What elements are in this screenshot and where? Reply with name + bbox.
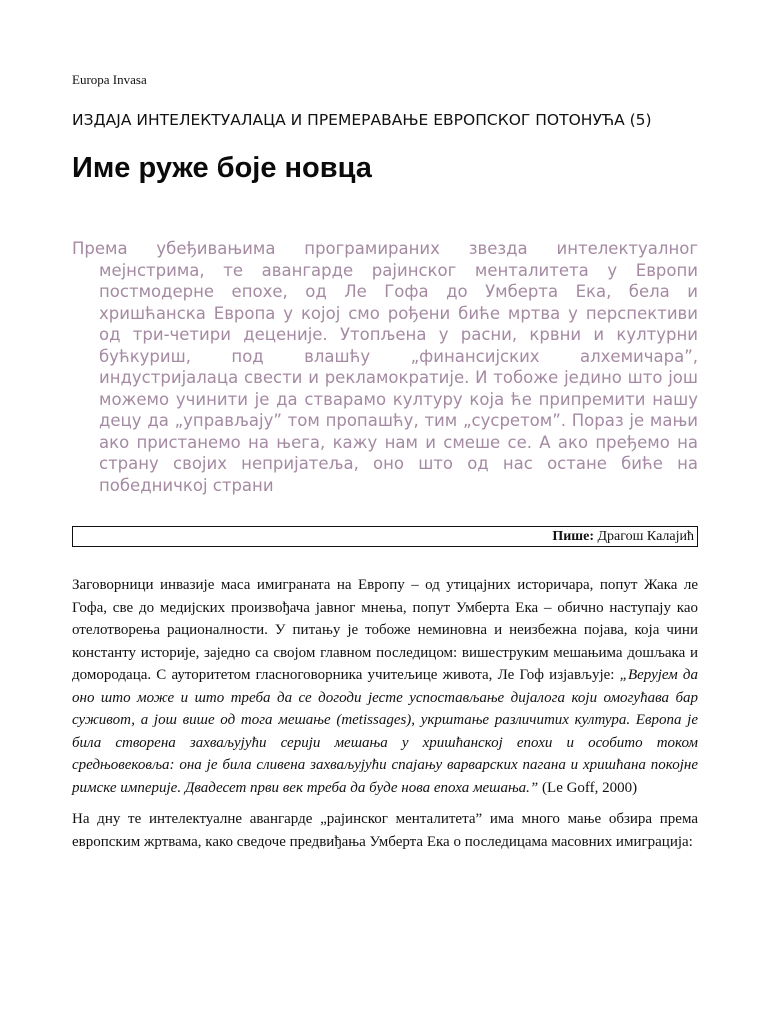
- author-name: Драгош Калајић: [597, 529, 694, 544]
- le-goff-quote: „Верујем да оно што може и што треба да се догоди јесте успостављање дијалога који омогућава бар суживот, а још више од тога мешање (metissages), укрштање различитих култура. Европа је била створена захваљујући серији мешања у хришћанској епохи и особито током средњовековља: она је била сливена захваљујући спајању варварских пагана и хришћана покојне римске империје. Двадесет први век треба да буде нова епоха мешања.”: [72, 667, 698, 796]
- article-lead: [72, 238, 698, 496]
- paragraph-1: [72, 574, 698, 799]
- author-byline: [72, 526, 698, 547]
- paragraph-2: На дну те интелектуалне авангарде „рајинског менталитета” има много мање обзира према европским жртвама, како сведоче предвиђања Умберта Ека о последицама масовних имиграција:: [72, 811, 698, 850]
- publication-name: Europa Invasa: [72, 72, 147, 87]
- article-body: [72, 574, 698, 862]
- quote-citation: (Le Goff, 2000): [542, 779, 638, 796]
- author-label: Пише:: [552, 529, 594, 544]
- paragraph-1-intro: Заговорници инвазије маса имиграната на Европу – од утицајних историчара, попут Жака ле Гофа, све до медијских произвођача јавног мнења, попут Умберта Ека – обично наступају као отелотворења рационалности. У питању је тобоже неминовна и неизбежна појава, која чини константу историје, заједно са својом главном последицом: вишеструким мешањима дошљака и домородаца. С ауторитетом гласноговорника учитељице живота, Ле Гоф изјављује:: [72, 577, 698, 683]
- series-title: ИЗДАЈА ИНТЕЛЕКТУАЛАЦА И ПРЕМЕРАВАЊЕ ЕВРОПСКОГ ПОТОНУЋА (5): [72, 111, 652, 129]
- article-title: Име руже боје новца: [72, 152, 372, 184]
- lead-text: Према убеђивањима програмираних звезда интелектуалног мејнстрима, те авангарде рајинског менталитета у Европи постмодерне епохе, од Ле Гофа до Умберта Ека, бела и хришћанска Европа у којој смо рођени биће мртва у перспективи од три-четири деценије. Утопљена у расни, крвни и културни бућкуриш, под влашћу „финансијских алхемичара”, индустријалаца свести и рекламократије. И тобоже једино што још можемо учинити је да стварамо културу која ће припремити нашу децу да „управљају” том пропашћу, тим „сусретом”. Пораз је мањи ако пристанемо на њега, кажу нам и смеше се. А ако пређемо на страну својих непријатеља, оно што од нас остане биће на победничкој страни: [72, 239, 698, 495]
